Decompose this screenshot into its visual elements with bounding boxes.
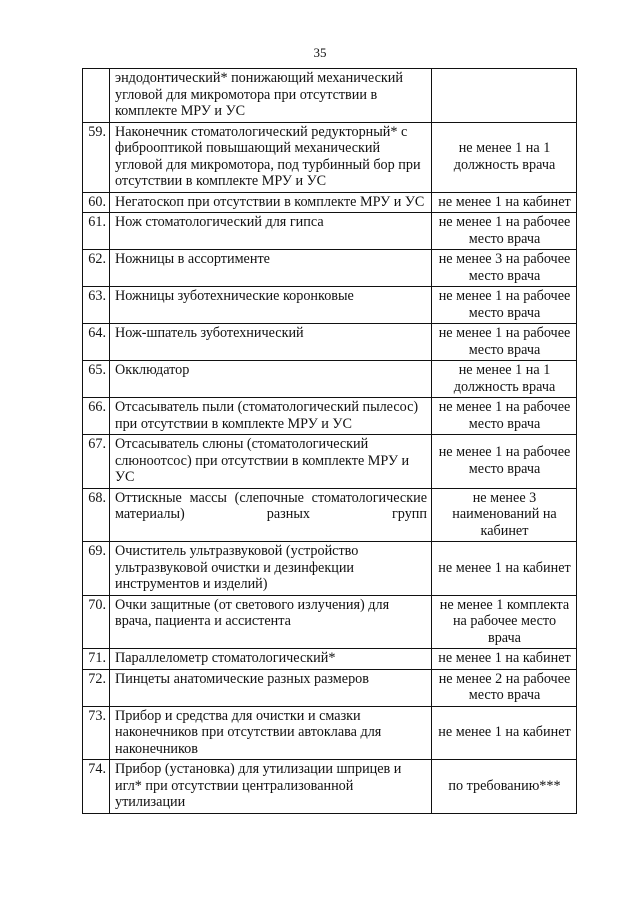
row-requirement [432, 69, 577, 123]
row-number: 59. [83, 122, 110, 192]
row-number: 69. [83, 542, 110, 596]
row-requirement: не менее 1 на рабочее место врача [432, 213, 577, 250]
row-number: 61. [83, 213, 110, 250]
row-requirement: не менее 1 комплекта на рабочее место врача [432, 595, 577, 649]
table-row [83, 361, 577, 398]
row-equipment-name: Нож стоматологический для гипса [110, 213, 432, 250]
row-equipment-name: Отсасыватель пыли (стоматологический пылесос) при отсутствии в комплекте МРУ и УС [110, 398, 432, 435]
row-equipment-name: Негатоскоп при отсутствии в комплекте МРУ и УС [110, 192, 432, 213]
row-equipment-name: Окклюдатор [110, 361, 432, 398]
table-row [83, 595, 577, 649]
row-requirement: не менее 1 на 1 должность врача [432, 122, 577, 192]
row-requirement: по требованию*** [432, 760, 577, 814]
row-requirement: не менее 3 на рабочее место врача [432, 250, 577, 287]
row-requirement: не менее 1 на рабочее место врача [432, 287, 577, 324]
page-number: 35 [313, 45, 327, 60]
row-requirement: не менее 1 на кабинет [432, 706, 577, 760]
row-equipment-name: Очки защитные (от светового излучения) для врача, пациента и ассистента [110, 595, 432, 649]
table-row [83, 250, 577, 287]
row-equipment-name: Параллелометр стоматологический* [110, 649, 432, 670]
table-row [83, 122, 577, 192]
row-equipment-name: Отсасыватель слюны (стоматологический слюноотсос) при отсутствии в комплекте МРУ и УС [110, 435, 432, 489]
row-number: 73. [83, 706, 110, 760]
table-row [83, 649, 577, 670]
row-equipment-name: Наконечник стоматологический редукторный* с фиброоптикой повышающий механический угловой для микромотора, под турбинный бор при отсутствии в комплекте МРУ и УС [110, 122, 432, 192]
row-equipment-name: эндодонтический* понижающий механический угловой для микромотора при отсутствии в комплекте МРУ и УС [110, 69, 432, 123]
table-row [83, 542, 577, 596]
table-row [83, 69, 577, 123]
row-equipment-name: Ножницы в ассортименте [110, 250, 432, 287]
row-requirement: не менее 1 на 1 должность врача [432, 361, 577, 398]
table-row [83, 192, 577, 213]
table-row [83, 287, 577, 324]
row-requirement: не менее 1 на рабочее место врача [432, 398, 577, 435]
row-requirement: не менее 3 наименований на кабинет [432, 488, 577, 542]
row-requirement: не менее 1 на кабинет [432, 192, 577, 213]
row-number [83, 69, 110, 123]
table-row [83, 398, 577, 435]
row-number: 66. [83, 398, 110, 435]
table-row [83, 324, 577, 361]
table-row [83, 435, 577, 489]
row-number: 74. [83, 760, 110, 814]
row-equipment-name: Оттискные массы (слепочные стоматологические материалы) разных групп [110, 488, 432, 542]
row-number: 62. [83, 250, 110, 287]
row-equipment-name: Ножницы зуботехнические коронковые [110, 287, 432, 324]
row-number: 60. [83, 192, 110, 213]
table-row [83, 213, 577, 250]
table-row [83, 488, 577, 542]
row-equipment-name: Пинцеты анатомические разных размеров [110, 669, 432, 706]
row-requirement: не менее 1 на кабинет [432, 649, 577, 670]
row-equipment-name: Прибор и средства для очистки и смазки наконечников при отсутствии автоклава для наконечников [110, 706, 432, 760]
row-number: 67. [83, 435, 110, 489]
row-number: 68. [83, 488, 110, 542]
table-row [83, 760, 577, 814]
row-requirement: не менее 1 на рабочее место врача [432, 435, 577, 489]
row-number: 63. [83, 287, 110, 324]
row-equipment-name: Очиститель ультразвуковой (устройство ультразвуковой очистки и дезинфекции инструментов и изделий) [110, 542, 432, 596]
row-number: 64. [83, 324, 110, 361]
row-number: 65. [83, 361, 110, 398]
row-requirement: не менее 2 на рабочее место врача [432, 669, 577, 706]
row-equipment-name: Прибор (установка) для утилизации шприцев и игл* при отсутствии централизованной утилизации [110, 760, 432, 814]
row-equipment-name: Нож-шпатель зуботехнический [110, 324, 432, 361]
row-number: 72. [83, 669, 110, 706]
row-requirement: не менее 1 на кабинет [432, 542, 577, 596]
row-number: 71. [83, 649, 110, 670]
table-row [83, 669, 577, 706]
row-requirement: не менее 1 на рабочее место врача [432, 324, 577, 361]
row-number: 70. [83, 595, 110, 649]
equipment-table [82, 68, 577, 814]
table-row [83, 706, 577, 760]
